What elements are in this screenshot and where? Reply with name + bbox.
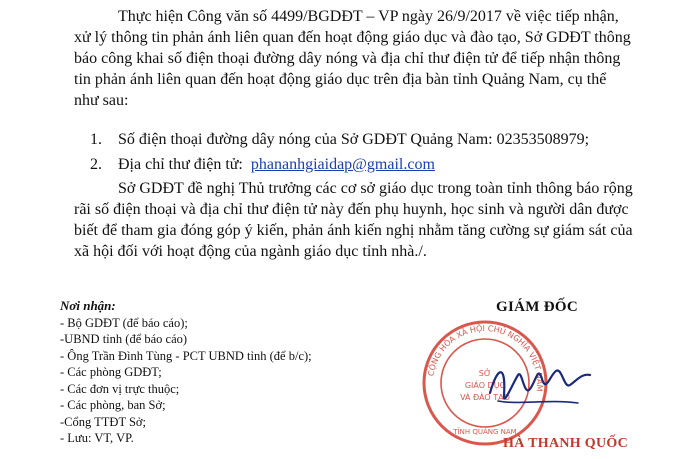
handwritten-signature-icon bbox=[478, 345, 598, 425]
recipients-heading: Nơi nhận: bbox=[60, 298, 116, 313]
recipient-line: -UBND tỉnh (để báo cáo) bbox=[60, 332, 188, 346]
recipient-line: - Bộ GDĐT (để báo cáo); bbox=[60, 315, 188, 330]
recipients-block bbox=[60, 298, 312, 447]
email-label: Địa chỉ thư điện tử: bbox=[118, 156, 243, 173]
recipient-line: - Các phòng, ban Sở; bbox=[60, 398, 166, 412]
seal-outer-text: CỘNG HÒA XÃ HỘI CHỦ NGHĨA VIỆT NAM bbox=[426, 323, 545, 392]
hotline-text: Số điện thoại đường dây nóng của Sở GDĐT Quảng Nam: 02353508979; bbox=[118, 131, 590, 148]
list-number: 2. bbox=[90, 156, 102, 173]
svg-text:SỞ: SỞ bbox=[478, 369, 492, 378]
recipient-line: - Lưu: VT, VP. bbox=[60, 431, 134, 445]
svg-text:GIÁO DỤC: GIÁO DỤC bbox=[464, 381, 506, 390]
svg-text:VÀ ĐÀO TẠO: VÀ ĐÀO TẠO bbox=[460, 393, 510, 402]
signer-title: GIÁM ĐỐC bbox=[496, 299, 578, 315]
list-item-hotline bbox=[90, 129, 589, 150]
list-item-email bbox=[90, 154, 435, 175]
request-paragraph: Sở GDĐT đề nghị Thủ trưởng các cơ sở giáo dục trong toàn tỉnh thông báo rộng rãi số điện thoại và địa chỉ thư điện tử này đến phụ huynh, học sinh và người dân được biết để tham gia đóng góp ý kiến, phản ánh kiến nghị nhằm tăng cường sự giám sát của xã hội đối với hoạt động của ngành giáo dục tỉnh nhà./. bbox=[74, 180, 633, 260]
signer-name: HÀ THANH QUỐC bbox=[503, 436, 628, 451]
recipient-line: - Các phòng GDĐT; bbox=[60, 365, 162, 379]
recipient-line: - Các đơn vị trực thuộc; bbox=[60, 381, 180, 396]
recipient-line: - Ông Trần Đình Tùng - PCT UBND tỉnh (để b/c); bbox=[60, 348, 312, 363]
email-link[interactable]: phananhgiaidap@gmail.com bbox=[250, 156, 435, 173]
list-number: 1. bbox=[90, 131, 102, 148]
recipient-line: -Cổng TTĐT Sở; bbox=[60, 414, 147, 429]
seal-bottom-text: TỈNH QUẢNG NAM bbox=[453, 428, 517, 436]
intro-paragraph: Thực hiện Công văn số 4499/BGDĐT – VP ngày 26/9/2017 về việc tiếp nhận, xử lý thông tin phản ánh liên quan đến hoạt động giáo dục và đào tạo, Sở GDĐT thông báo công khai số điện thoại đường dây nóng và địa chỉ thư điện tử để tiếp nhận thông tin phản ánh liên quan đến hoạt động giáo dục trên địa bàn tỉnh Quảng Nam, cụ thể như sau: bbox=[74, 8, 631, 109]
